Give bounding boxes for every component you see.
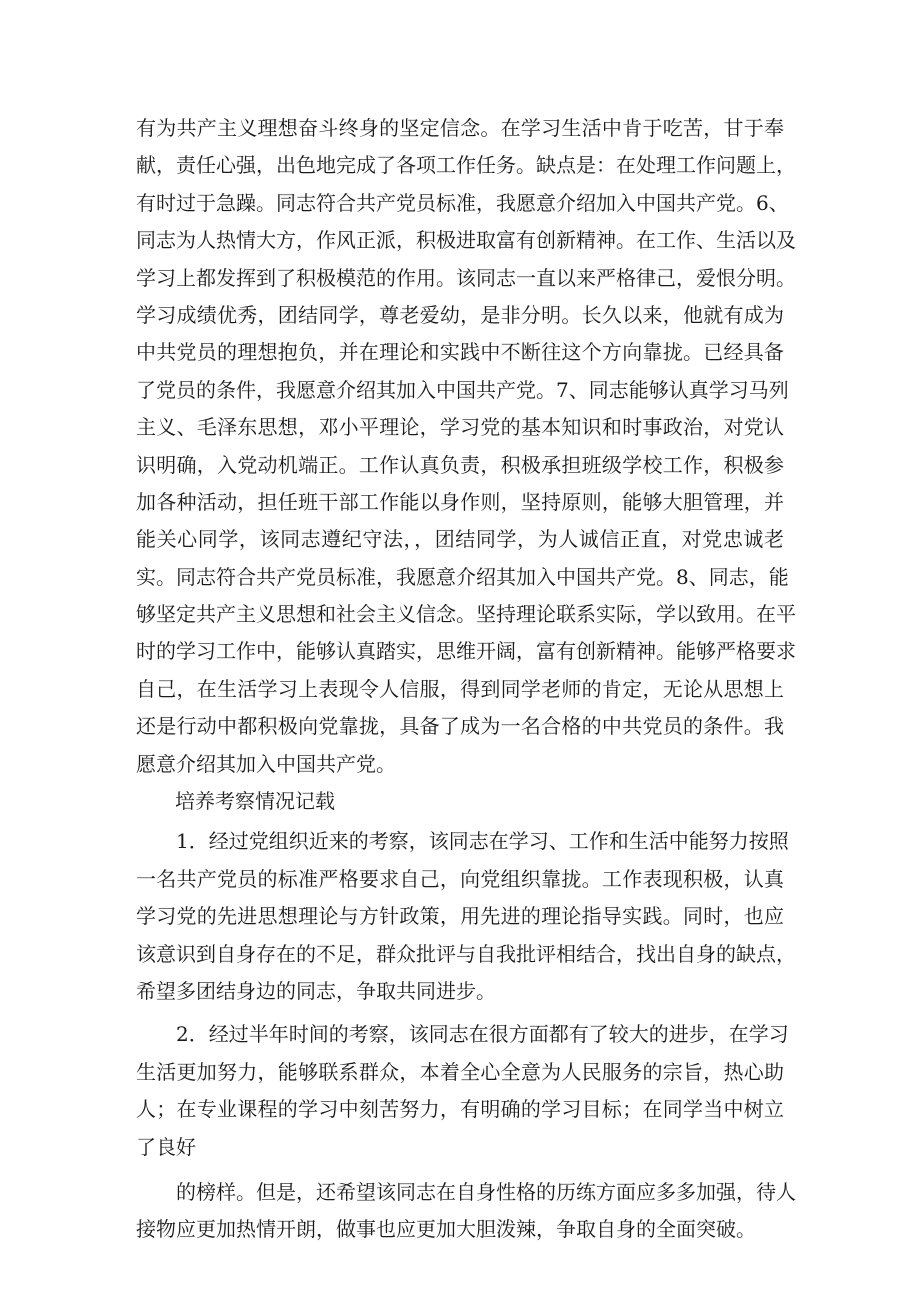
text-line: 的榜样。但是，还希望该同志在自身性格的历练方面应多多加强，待人 bbox=[176, 1179, 796, 1204]
text-line: 识明确，入党动机端正。工作认真负责，积极承担班级学校工作，积极参 bbox=[136, 452, 784, 477]
text-line: 愿意介绍其加入中国共产党。 bbox=[136, 751, 396, 776]
text-line: 了党员的条件，我愿意介绍其加入中国共产党。7、同志能够认真学习马列 bbox=[136, 377, 789, 402]
text-line: 学习党的先进思想理论与方针政策，用先进的理论指导实践。同时，也应 bbox=[136, 904, 784, 929]
paragraph-recommendations bbox=[136, 110, 796, 783]
text-line: 一名共产党员的标准严格要求自己，向党组织靠拢。工作表现积极，认真 bbox=[136, 866, 784, 891]
assessment-item-2-continued bbox=[136, 1174, 796, 1249]
assessment-item-2 bbox=[136, 1016, 789, 1166]
text-line: 献，责任心强，出色地完成了各项工作任务。缺点是：在处理工作问题上， bbox=[136, 153, 796, 178]
text-line: 实。同志符合共产党员标准，我愿意介绍其加入中国共产党。8、同志，能 bbox=[136, 564, 789, 589]
text-line: 同志为人热情大方，作风正派，积极进取富有创新精神。在工作、生活以及 bbox=[136, 228, 796, 253]
text-line: 学习上都发挥到了积极模范的作用。该同志一直以来严格律己，爱恨分明。 bbox=[136, 265, 796, 290]
text-line: 2．经过半年时间的考察，该同志在很方面都有了较大的进步，在学习 bbox=[176, 1022, 789, 1047]
text-line: 希望多团结身边的同志，争取共同进步。 bbox=[136, 978, 496, 1003]
text-line: 有时过于急躁。同志符合共产党员标准，我愿意介绍加入中国共产党。6、 bbox=[136, 190, 789, 215]
text-line: 了良好 bbox=[136, 1134, 196, 1159]
text-line: 能关心同学，该同志遵纪守法，，团结同学，为人诚信正直，对党忠诚老 bbox=[136, 527, 784, 552]
text-line: 还是行动中都积极向党靠拢，具备了成为一名合格的中共党员的条件。我 bbox=[136, 714, 784, 739]
text-line: 有为共产主义理想奋斗终身的坚定信念。在学习生活中肯于吃苦，甘于奉 bbox=[136, 116, 784, 140]
text-line: 接物应更加热情开朗，做事也应更加大胆泼辣，争取自身的全面突破。 bbox=[136, 1217, 756, 1242]
text-line: 人；在专业课程的学习中刻苦努力，有明确的学习目标；在同学当中树立 bbox=[136, 1097, 784, 1122]
text-line: 够坚定共产主义思想和社会主义信念。坚持理论联系实际，学以致用。在平 bbox=[136, 602, 796, 627]
document-page bbox=[136, 110, 796, 1249]
text-line: 1．经过党组织近来的考察，该同志在学习、工作和生活中能努力按照 bbox=[176, 829, 789, 854]
text-line: 中共党员的理想抱负，并在理论和实践中不断往这个方向靠拢。已经具备 bbox=[136, 340, 784, 365]
text-line: 时的学习工作中，能够认真踏实，思维开阔，富有创新精神。能够严格要求 bbox=[136, 639, 796, 664]
section-heading: 培养考察情况记载 bbox=[175, 789, 335, 814]
text-line: 学习成绩优秀，团结同学，尊老爱幼，是非分明。长久以来，他就有成为 bbox=[136, 302, 784, 327]
text-line: 主义、毛泽东思想，邓小平理论，学习党的基本知识和时事政治，对党认 bbox=[136, 415, 784, 440]
assessment-item-1 bbox=[136, 823, 796, 1010]
text-line: 自己，在生活学习上表现令人信服，得到同学老师的肯定，无论从思想上 bbox=[136, 676, 784, 701]
text-line: 该意识到自身存在的不足，群众批评与自我批评相结合，找出自身的缺点， bbox=[136, 941, 796, 966]
text-line: 生活更加努力，能够联系群众，本着全心全意为人民服务的宗旨，热心助 bbox=[136, 1059, 784, 1084]
text-line: 加各种活动，担任班干部工作能以身作则，坚持原则，能够大胆管理，并 bbox=[136, 489, 784, 514]
